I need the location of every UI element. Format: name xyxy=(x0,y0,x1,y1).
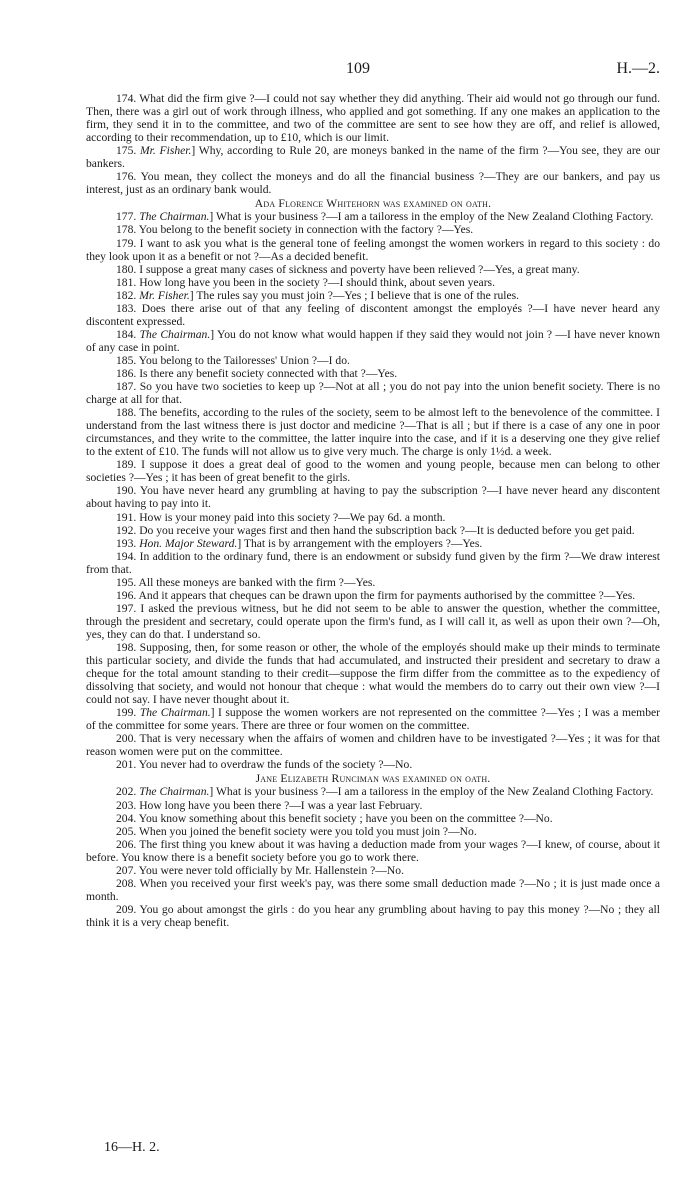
question-paragraph: 175. Mr. Fisher.] Why, according to Rule 20, are moneys banked in the name of the firm ?—You see, they are our bankers. xyxy=(86,144,661,171)
question-paragraph: 189. I suppose it does a great deal of good to the women and young people, because men can belong to other societies ?—Yes ; it has been of great benefit to the girls. xyxy=(86,458,660,485)
question-paragraph: 200. That is very necessary when the affairs of women and children have to be investigated ?—Yes ; it was for that reason women were put on the committee. xyxy=(86,732,660,759)
question-paragraph: 193. Hon. Major Steward.] That is by arrangement with the employers ?—Yes. xyxy=(116,536,483,550)
question-paragraph: 206. The first thing you knew about it was having a deduction made from your wages ?—I knew, of course, about it before. You know there is a benefit society before you go to work there. xyxy=(86,837,660,864)
question-paragraph: 194. In addition to the ordinary fund, there is an endowment or subsidy fund given by the firm ?—We draw interest from that. xyxy=(86,549,660,576)
question-paragraph: 178. You belong to the benefit society in connection with the factory ?—Yes. xyxy=(116,223,474,237)
signature-mark: 16—H. 2. xyxy=(104,1140,160,1155)
question-paragraph: 188. The benefits, according to the rules of the society, seem to be almost left to the benevolence of the committee. I understand from the last witness there is just doctor and medicine ?—That is all ; but if there is a case of any one in poor circumstances, and they write to the committee, the latter inquire into the case, and if it is a deserving one they give relief to the extent of £10. The funds will not allow us to give very much. The charge is only 1½d. a week. xyxy=(86,406,660,459)
question-paragraph: 184. The Chairman.] You do not know what would happen if they said they would not join ? —I have never known of any case in point. xyxy=(86,327,660,354)
question-paragraph: 208. When you received your first week's pay, was there some small deduction made ?—No ; it is just made once a month. xyxy=(86,876,660,903)
question-paragraph: 190. You have never heard any grumbling at having to pay the subscription ?—I have never heard any discontent about having to pay into it. xyxy=(86,484,660,511)
witness-heading: Ada Florence Whitehorn was examined on oath. xyxy=(254,197,492,211)
question-paragraph: 174. What did the firm give ?—I could not say whether they did anything. Their aid would not go through our fund. Then, there was a girl out of work through illness, who applied and got something. If any one makes an application to the firm, they send it in to the committee, and two of the committee are sent to see how they are off, and relief is allowed, according to their recommendation, up to £10, which is our limit. xyxy=(86,92,660,145)
question-paragraph: 183. Does there arise out of that any feeling of discontent amongst the employés ?—I have never heard any discontent expressed. xyxy=(86,301,660,328)
question-paragraph: 199. The Chairman.] I suppose the women workers are not represented on the committee ?—Yes ; I was a member of the committee for some years. There are three or four women on the committee. xyxy=(86,706,661,733)
document-reference: H.—2. xyxy=(616,60,660,77)
question-paragraph: 197. I asked the previous witness, but he did not seem to be able to answer the question, whether the committee, through the president and secretary, could operate upon the firm's fund, as I will call it, as well as upon their own ?—Oh, yes, they can do that. I understand so. xyxy=(86,601,660,641)
question-paragraph: 179. I want to ask you what is the general tone of feeling amongst the women workers in regard to this society : do they look upon it as a benefit or not ?—As a decided benefit. xyxy=(86,236,660,263)
question-paragraph: 207. You were never told officially by Mr. Hallenstein ?—No. xyxy=(116,863,404,877)
question-paragraph: 177. The Chairman.] What is your business ?—I am a tailoress in the employ of the New Zealand Clothing Factory. xyxy=(116,210,654,224)
witness-heading: Jane Elizabeth Runciman was examined on oath. xyxy=(255,772,491,786)
question-paragraph: 204. You know something about this benefit society ; have you been on the committee ?—No. xyxy=(116,811,553,825)
question-paragraph: 180. I suppose a great many cases of sickness and poverty have been relieved ?—Yes, a great many. xyxy=(116,262,580,276)
question-paragraph: 209. You go about amongst the girls : do you hear any grumbling about having to pay this money ?—No ; they all think it is a very cheap benefit. xyxy=(86,902,660,929)
question-paragraph: 205. When you joined the benefit society were you told you must join ?—No. xyxy=(116,824,477,838)
question-paragraph: 186. Is there any benefit society connected with that ?—Yes. xyxy=(116,366,398,380)
question-paragraph: 201. You never had to overdraw the funds of the society ?—No. xyxy=(116,758,413,772)
question-paragraph: 192. Do you receive your wages first and then hand the subscription back ?—It is deducted before you get paid. xyxy=(116,523,635,537)
question-paragraph: 203. How long have you been there ?—I was a year last February. xyxy=(116,798,423,812)
question-paragraph: 196. And it appears that cheques can be drawn upon the firm for payments authorised by the committee ?—Yes. xyxy=(116,588,636,602)
question-paragraph: 182. Mr. Fisher.] The rules say you must join ?—Yes ; I believe that is one of the rules. xyxy=(116,288,520,302)
question-paragraph: 181. How long have you been in the society ?—I should think, about seven years. xyxy=(116,275,495,289)
question-paragraph: 187. So you have two societies to keep up ?—Not at all ; you do not pay into the union benefit society. There is no charge at all for that. xyxy=(86,380,660,407)
question-paragraph: 202. The Chairman.] What is your business ?—I am a tailoress in the employ of the New Zealand Clothing Factory. xyxy=(116,785,654,799)
question-paragraph: 176. You mean, they collect the moneys and do all the financial business ?—They are our bankers, and pay us interest, just as an ordinary bank would. xyxy=(86,170,660,197)
evidence-text xyxy=(86,92,660,929)
question-paragraph: 195. All these moneys are banked with the firm ?—Yes. xyxy=(116,575,376,589)
page-header xyxy=(0,60,700,80)
question-paragraph: 185. You belong to the Tailoresses' Union ?—I do. xyxy=(116,353,350,367)
question-paragraph: 198. Supposing, then, for some reason or other, the whole of the employés should make up their minds to terminate this particular society, and divide the funds that had accumulated, and instructed their president and secretary to draw a cheque for the total amount standing to their credit—suppose the firm differ from the committee as to the expediency of dissolving that society, and would not honour that cheque : what would the members do to carry out their own view ?—I could not say. I have never thought about it. xyxy=(86,640,660,707)
question-paragraph: 191. How is your money paid into this society ?—We pay 6d. a month. xyxy=(116,510,446,524)
page-number: 109 xyxy=(346,60,370,77)
